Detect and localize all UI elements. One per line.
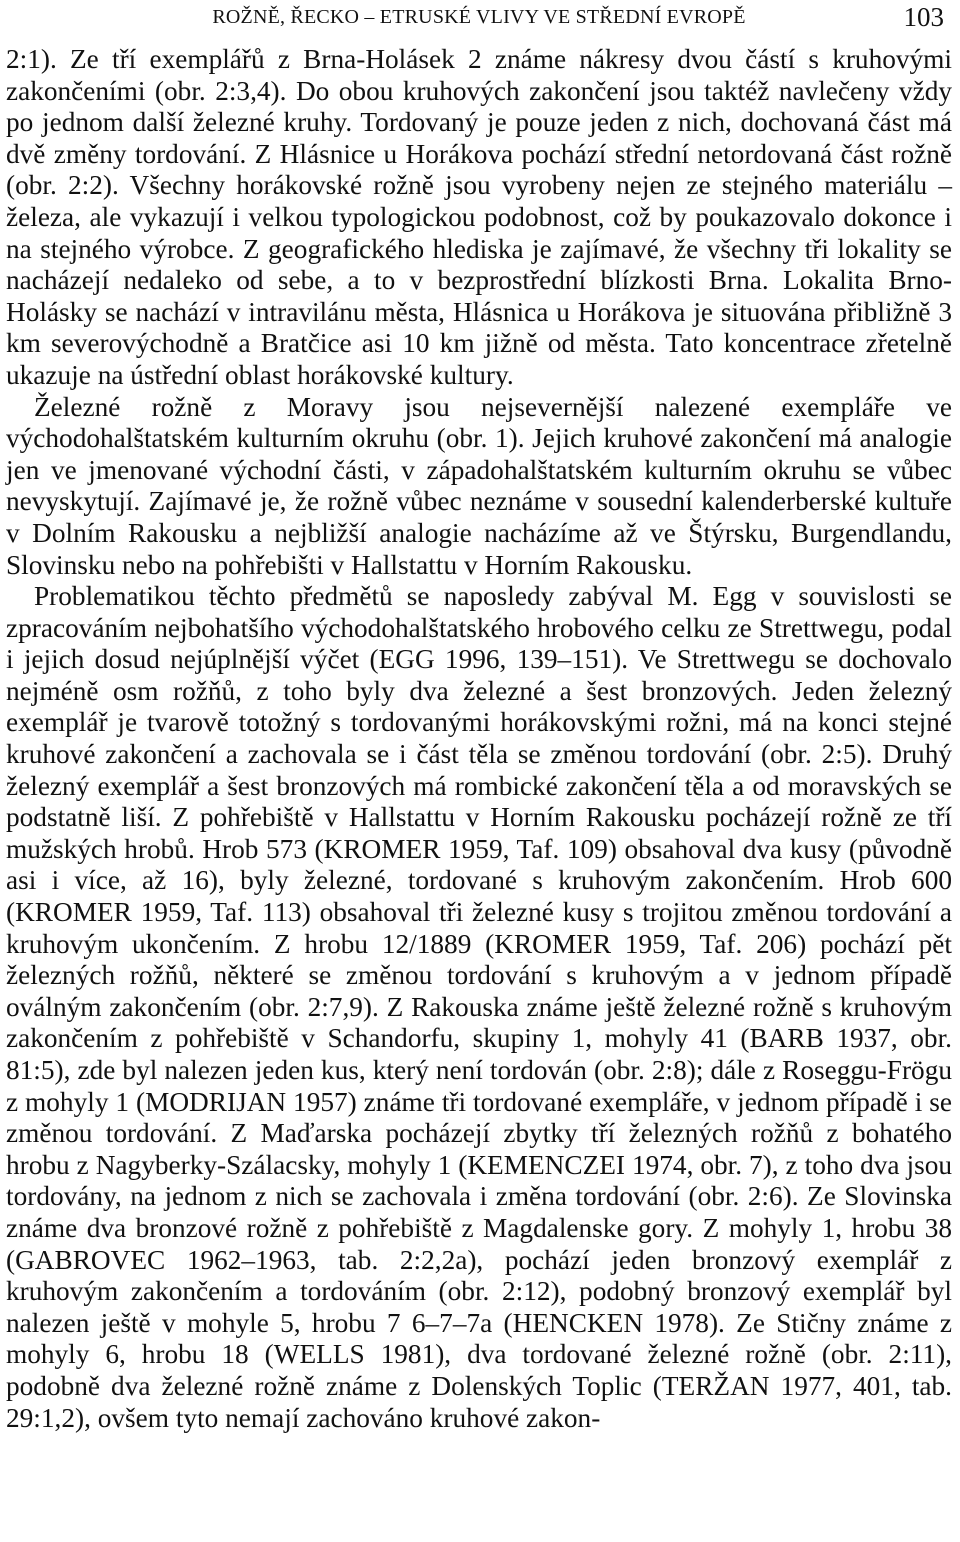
page-number: 103 <box>903 2 944 32</box>
running-header <box>6 0 952 44</box>
running-title: ROŽNĚ, ŘECKO – ETRUSKÉ VLIVY VE STŘEDNÍ EVROPĚ <box>212 6 746 28</box>
paragraph: Problematikou těchto předmětů se naposledy zabýval M. Egg v souvislosti se zpracováním nejbohatšího východohalštatského hrobového celku ze Strettwegu, podal i jejich dosud nejúplnější výčet (EGG 1996, 139–151). Ve Strettwegu se dochovalo nejméně osm rožňů, z toho byly dva železné a šest bronzových. Jeden železný exemplář je tvarově totožný s tordovanými horákovskými rožni, má na konci stejné kruhové zakončení a zachovala se i část těla se změnou tordování (obr. 2:5). Druhý železný exemplář a šest bronzových má rombické zakončení těla a od moravských se podstatně liší. Z pohřebiště v Hallstattu v Horním Rakousku pocházejí rožně ze tří mužských hrobů. Hrob 573 (KROMER 1959, Taf. 109) obsahoval dva kusy (původně asi i více, až 16), byly železné, tordované s kruhovým zakončením. Hrob 600 (KROMER 1959, Taf. 113) obsahoval tři železné kusy s trojitou změnou tordování a kruhovým ukončením. Z hrobu 12/1889 (KROMER 1959, Taf. 206) pochází pět železných rožňů, některé se změnou tordování s kruhovým a v jednom případě oválným zakončením (obr. 2:7,9). Z Rakouska známe ještě železné rožně s kruhovým zakončením z pohřebiště v Schandorfu, skupiny 1, mohyly 41 (BARB 1937, obr. 81:5), zde byl nalezen jeden kus, který není tordován (obr. 2:8); dále z Roseggu-Frögu z mohyly 1 (MODRIJAN 1957) známe tři tordované exempláře, v jednom případě i se změnou tordování. Z Maďarska pocházejí zbytky tří železných rožňů z bohatého hrobu z Nagyberky-Szálacsky, mohyly 1 (KEMENCZEI 1974, obr. 7), z toho dva jsou tordovány, na jednom z nich se zachovala i změna tordování (obr. 2:6). Ze Slovinska známe dva bronzové rožně z pohřebiště z Magdalenske gory. Z mohyly 1, hrobu 38 (GABROVEC 1962–1963, tab. 2:2,2a), pochází jeden bronzový exemplář z kruhovým zakončením a tordováním (obr. 2:12), podobný bronzový exemplář byl nalezen ještě v mohyle 5, hrobu 7 6–7–7a (HENCKEN 1978). Ze Stičny známe z mohyly 6, hrobu 18 (WELLS 1981), dva tordované železné rožně (obr. 2:11), podobně dva železné rožně známe z Dolenských Toplic (TERŽAN 1977, 401, tab. 29:1,2), ovšem tyto nemají zachováno kruhové zakon- <box>6 581 952 1433</box>
body-text <box>6 44 952 1434</box>
paragraph-continued: 2:1). Ze tří exemplářů z Brna-Holásek 2 známe nákresy dvou částí s kruhovými zakončeními (obr. 2:3,4). Do obou kruhových zakončení jsou taktéž navlečeny vždy po jednom další železné kruhy. Tordovaný je pouze jeden z nich, dochovaná část má dvě změny tordování. Z Hlásnice u Horákova pochází střední netordovaná část rožně (obr. 2:2). Všechny horákovské rožně jsou vyrobeny nejen ze stejného materiálu – železa, ale vykazují i velkou typologickou podobnost, což by poukazovalo dokonce i na stejného výrobce. Z geografického hlediska je zajímavé, že všechny tři lokality se nacházejí nedaleko od sebe, a to v bezprostřední blízkosti Brna. Lokalita Brno-Holásky se nachází v intravilánu města, Hlásnica u Horákova je situována přibližně 3 km severovýchodně a Bratčice asi 10 km jižně od města. Tato koncentrace zřetelně ukazuje na ústřední oblast horákovské kultury. <box>6 44 952 390</box>
paragraph: Železné rožně z Moravy jsou nejsevernější nalezené exempláře ve východohalštatském kulturním okruhu (obr. 1). Jejich kruhové zakončení má analogie jen ve jmenované východní části, v západohalštatském kulturním okruhu se vůbec nevyskytují. Zajímavé je, že rožně vůbec neznáme v sousední kalenderberské kultuře v Dolním Rakousku a nejbližší analogie nacházíme až ve Štýrsku, Burgendlandu, Slovinsku nebo na pohřebišti v Hallstattu v Horním Rakousku. <box>6 391 952 580</box>
